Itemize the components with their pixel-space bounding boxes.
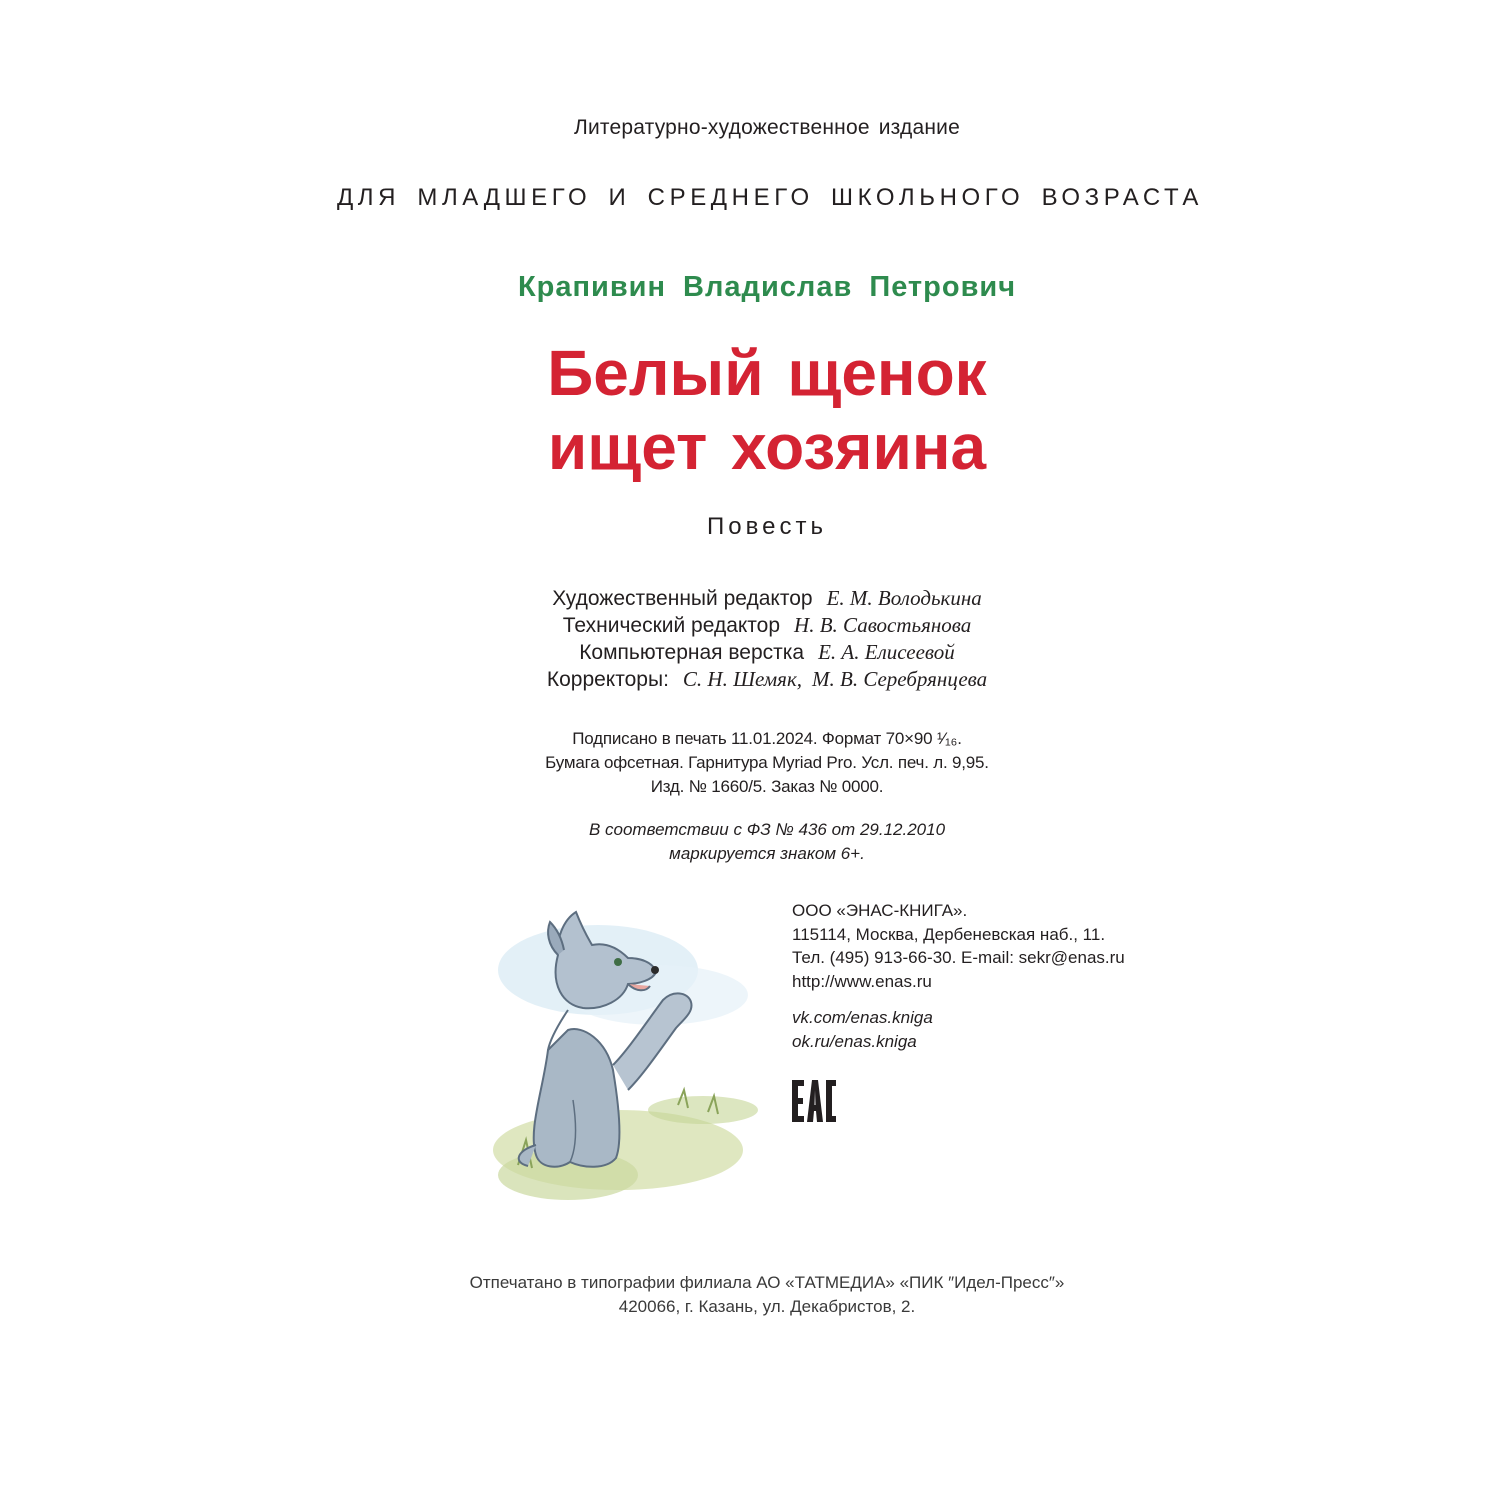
printer-block	[367, 1271, 1167, 1319]
imprint-line: Подписано в печать 11.01.2024. Формат 70×90 ¹⁄₁₆.	[572, 729, 962, 748]
credit-layout	[367, 639, 1167, 666]
social-vk: vk.com/enas.kniga	[792, 1008, 933, 1027]
age-rating-notice	[367, 818, 1167, 866]
printer-line: Отпечатано в типографии филиала АО «ТАТМЕДИА» «ПИК ″Идел-Пресс″»	[469, 1273, 1065, 1292]
imprint-line: Бумага офсетная. Гарнитура Myriad Pro. Усл. печ. л. 9,95.	[545, 753, 989, 772]
printer-address: 420066, г. Казань, ул. Декабристов, 2.	[618, 1297, 916, 1316]
title-line-1: Белый щенок	[547, 337, 987, 409]
title-line-2: ищет хозяина	[547, 411, 987, 483]
law-line: маркируется знаком 6+.	[669, 844, 865, 863]
credit-role: Компьютерная верстка	[579, 641, 805, 664]
imprint-line: Изд. № 1660/5. Заказ № 0000.	[650, 777, 884, 796]
publisher-name: ООО «ЭНАС-КНИГА».	[792, 901, 968, 920]
credit-person: Е. М. Володькина	[826, 586, 982, 610]
book-subtitle: Повесть	[707, 513, 827, 540]
credit-person: С. Н. Шемяк,	[682, 667, 803, 691]
author-name: Крапивин Владислав Петрович	[517, 271, 1017, 303]
publisher-block	[792, 899, 1212, 993]
puppy-illustration	[488, 900, 763, 1210]
credit-person: Н. В. Савостьянова	[794, 613, 972, 637]
publisher-website: http://www.enas.ru	[792, 971, 932, 991]
genre-label: Литературно-художественное издание	[573, 116, 960, 139]
credit-proofreaders	[367, 666, 1167, 693]
credit-person: М. В. Серебрянцева	[812, 667, 988, 691]
credit-role: Технический редактор	[562, 614, 781, 637]
social-ok: ok.ru/enas.kniga	[792, 1031, 917, 1051]
eac-certification-icon	[790, 1078, 838, 1124]
credit-art-editor	[367, 585, 1167, 612]
credit-tech-editor	[367, 612, 1167, 639]
publisher-address: 115114, Москва, Дербеневская наб., 11.	[792, 924, 1106, 944]
book-title	[367, 336, 1167, 484]
social-links	[792, 1006, 1092, 1053]
credit-role: Корректоры:	[546, 668, 669, 691]
law-line: В соответствии с ФЗ № 436 от 29.12.2010	[588, 820, 946, 839]
credit-role: Художественный редактор	[552, 587, 813, 610]
publisher-contacts: Тел. (495) 913-66-30. E-mail: sekr@enas.ru	[792, 948, 1125, 967]
imprint-block	[367, 727, 1167, 799]
credit-person: Е. А. Елисеевой	[818, 640, 955, 664]
audience-label: ДЛЯ МЛАДШЕГО И СРЕДНЕГО ШКОЛЬНОГО ВОЗРАСТА	[336, 184, 1204, 211]
credits-block	[367, 585, 1167, 693]
